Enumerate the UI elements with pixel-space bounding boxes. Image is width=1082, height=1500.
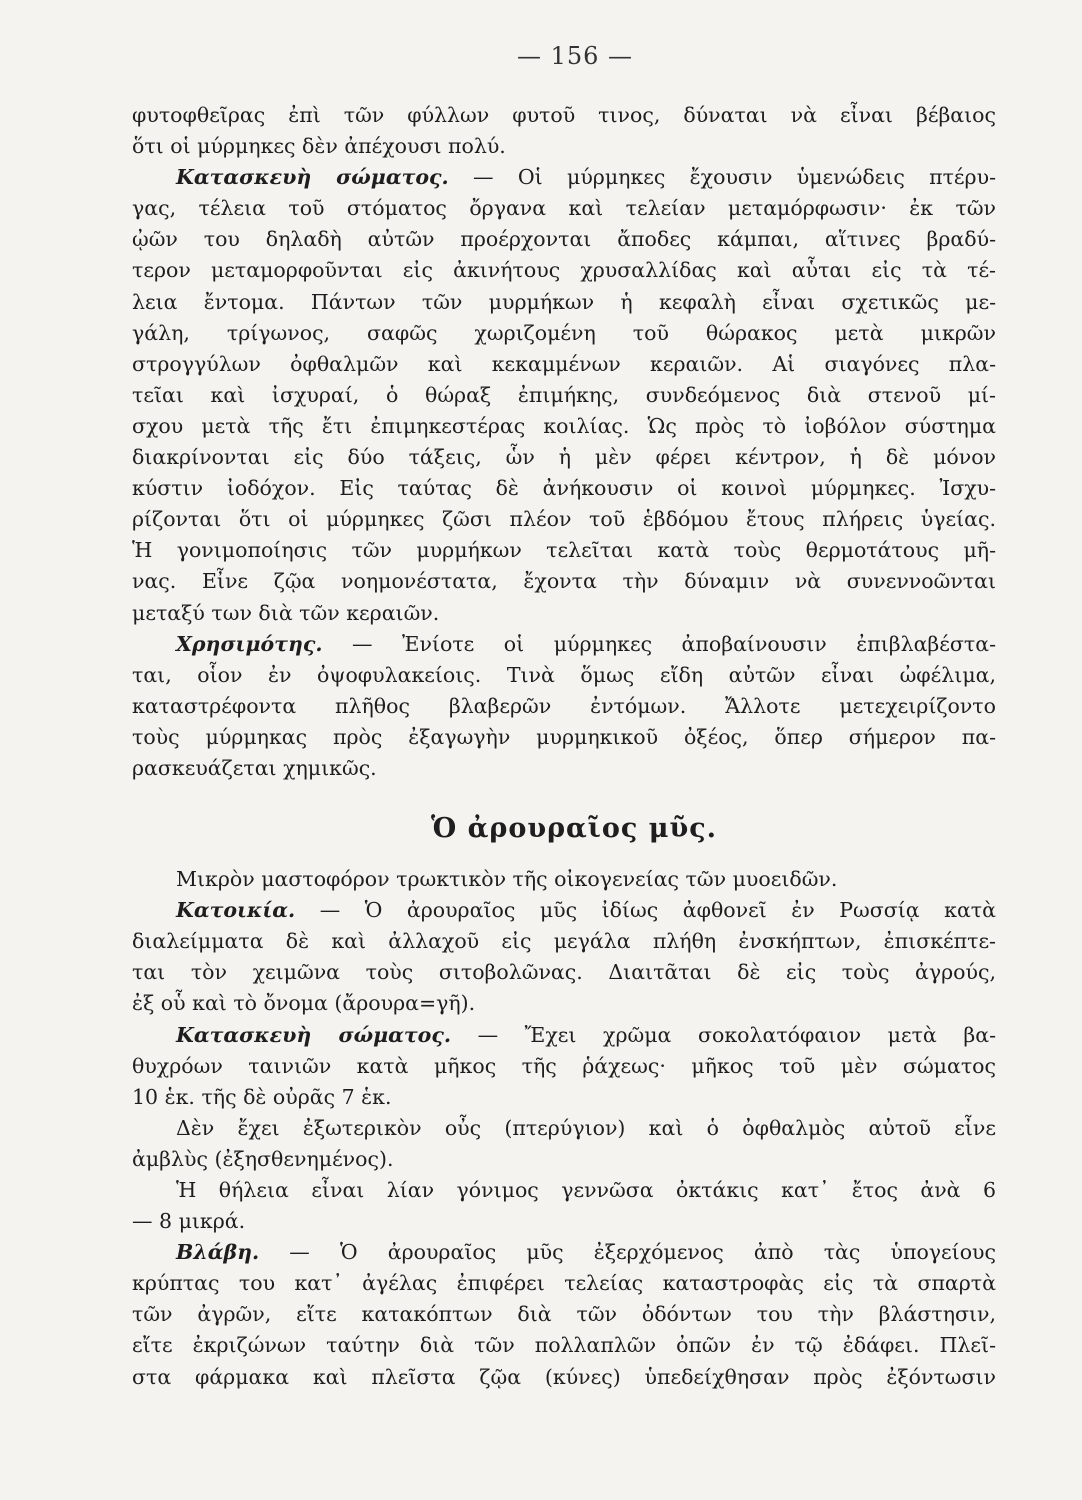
text-line: τοὺς μύρμηκας πρὸς ἐξαγωγὴν μυρμηκικοῦ ὀξέος, ὅπερ σήμερον πα- xyxy=(132,724,996,749)
text-line: κρύπτας του κατ᾽ ἀγέλας ἐπιφέρει τελείας καταστροφὰς εἰς τὰ σπαρτὰ xyxy=(132,1271,996,1296)
subheading-body-structure: Κατασκευὴ σώματος. xyxy=(176,1022,451,1047)
text-line: κύστιν ἰοδόχον. Εἰς ταύτας δὲ ἀνήκουσιν οἱ κοινοὶ μύρμηκες. Ἰσχυ- xyxy=(132,476,996,501)
text-line: διαλείμματα δὲ καὶ ἀλλαχοῦ εἰς μεγάλα πλήθη ἐνσκήπτων, ἐπισκέπτε- xyxy=(132,929,996,954)
text-line: ἐξ οὗ καὶ τὸ ὄνομα (ἄρουρα=γῆ). xyxy=(132,991,476,1016)
text-line: εἴτε ἐκριζώνων ταύτην διὰ τῶν πολλαπλῶν ὀπῶν ἐν τῷ ἐδάφει. Πλεῖ- xyxy=(132,1333,996,1358)
text-line: ᾠῶν του δηλαδὴ αὐτῶν προέρχονται ἄποδες κάμπαι, αἵτινες βραδύ- xyxy=(132,227,996,252)
text-line: τεῖαι καὶ ἰσχυραί, ὁ θώραξ ἐπιμήκης, συνδεόμενος διὰ στενοῦ μί- xyxy=(132,382,996,407)
text-line: τῶν ἀγρῶν, εἴτε κατακόπτων διὰ τῶν ὀδόντων του τὴν βλάστησιν, xyxy=(132,1302,996,1327)
section-title: Ὁ ἀρουραῖος μῦς. xyxy=(430,813,718,845)
text-line: ὅτι οἱ μύρμηκες δὲν ἀπέχουσι πολύ. xyxy=(132,134,506,159)
subheading-construction: Κατασκευὴ σώματος. xyxy=(176,165,449,190)
text-line xyxy=(132,629,996,660)
subheading-damage: Βλάβη. xyxy=(176,1240,260,1265)
text-line xyxy=(132,895,996,926)
text-line: — 8 μικρά. xyxy=(132,1209,246,1234)
text-line: λεια ἔντομα. Πάντων τῶν μυρμήκων ἡ κεφαλὴ εἶναι σχετικῶς με- xyxy=(132,289,996,314)
text-line: φυτοφθεῖρας ἐπὶ τῶν φύλλων φυτοῦ τινος, δύναται νὰ εἶναι βέβαιος xyxy=(132,103,996,127)
text-line: θυχρόων ταινιῶν κατὰ μῆκος τῆς ῥάχεως· μῆκος τοῦ μὲν σώματος xyxy=(132,1053,996,1078)
text-line: στρογγύλων ὀφθαλμῶν καὶ κεκαμμένων κεραιῶν. Αἱ σιαγόνες πλα- xyxy=(132,351,996,376)
text-line: τερον μεταμορφοῦνται εἰς ἀκινήτους χρυσαλλίδας καὶ αὗται εἰς τὰ τέ- xyxy=(132,258,996,283)
subheading-usefulness: Χρησιμότης. xyxy=(176,631,323,656)
text-line: νας. Εἶνε ζῷα νοημονέστατα, ἔχοντα τὴν δύναμιν νὰ συνεννοῶνται xyxy=(132,569,996,594)
page-number: — 156 — xyxy=(516,42,634,70)
text-line: σχου μετὰ τῆς ἔτι ἐπιμηκεστέρας κοιλίας. Ὡς πρὸς τὸ ἰοβόλον σύστημα xyxy=(132,413,996,438)
text-line: 10 ἑκ. τῆς δὲ οὐρᾶς 7 ἑκ. xyxy=(132,1084,392,1109)
body-text xyxy=(132,100,996,1393)
text-line: καταστρέφοντα πλῆθος βλαβερῶν ἐντόμων. Ἄλλοτε μετεχειρίζοντο xyxy=(132,693,996,718)
text-line: ται, οἷον ἐν ὀψοφυλακείοις. Τινὰ ὅμως εἴδη αὐτῶν εἶναι ὠφέλιμα, xyxy=(132,662,996,687)
text-line: Ἡ θήλεια εἶναι λίαν γόνιμος γεννῶσα ὀκτάκις κατ᾽ ἔτος ἀνὰ 6 xyxy=(176,1178,996,1202)
text-line: Μικρὸν μαστοφόρον τρωκτικὸν τῆς οἰκογενείας τῶν μυοειδῶν. xyxy=(176,867,838,892)
text-line: ρασκευάζεται χημικῶς. xyxy=(132,755,377,780)
text-line: γας, τέλεια τοῦ στόματος ὄργανα καὶ τελείαν μεταμόρφωσιν· ἐκ τῶν xyxy=(132,196,996,221)
text-line xyxy=(132,1020,996,1051)
text-span: — Ἔχει χρῶμα σοκολατόφαιον μετὰ βα- xyxy=(450,1022,996,1047)
text-span: — Ὁ ἀρουραῖος μῦς ἰδίως ἀφθονεῖ ἐν Ρωσσίᾳ κατὰ xyxy=(295,898,996,923)
text-line: ρίζονται ὅτι οἱ μύρμηκες ζῶσι πλέον τοῦ ἑβδόμου ἔτους πλήρεις ὑγείας. xyxy=(132,507,996,532)
text-line: διακρίνονται εἰς δύο τάξεις, ὧν ἡ μὲν φέρει κέντρον, ἡ δὲ μόνον xyxy=(132,445,996,470)
text-line xyxy=(132,162,996,193)
text-line: γάλη, τρίγωνος, σαφῶς χωριζομένη τοῦ θώρακος μετὰ μικρῶν xyxy=(132,320,996,345)
text-line: μεταξύ των διὰ τῶν κεραιῶν. xyxy=(132,600,440,625)
text-line: ται τὸν χειμῶνα τοὺς σιτοβολῶνας. Διαιτᾶται δὲ εἰς τοὺς ἀγρούς, xyxy=(132,960,996,985)
text-line: στα φάρμακα καὶ πλεῖστα ζῷα (κύνες) ὑπεδείχθησαν πρὸς ἐξόντωσιν xyxy=(132,1364,996,1389)
text-line: Δὲν ἔχει ἐξωτερικὸν οὖς (πτερύγιον) καὶ ὁ ὀφθαλμὸς αὐτοῦ εἶνε xyxy=(176,1115,996,1140)
text-line: Ἡ γονιμοποίησις τῶν μυρμήκων τελεῖται κατὰ τοὺς θερμοτάτους μῆ- xyxy=(132,538,996,563)
subheading-habitat: Κατοικία. xyxy=(176,898,296,923)
text-line: ἀμβλὺς (ἐξησθενημένος). xyxy=(132,1146,394,1171)
text-span: — Οἱ μύρμηκες ἔχουσιν ὑμενώδεις πτέρυ- xyxy=(448,165,996,190)
text-span: — Ἐνίοτε οἱ μύρμηκες ἀποβαίνουσιν ἐπιβλαβέστα- xyxy=(322,631,996,656)
text-line xyxy=(132,1237,996,1268)
text-span: — Ὁ ἀρουραῖος μῦς ἐξερχόμενος ἀπὸ τὰς ὑπογείους xyxy=(259,1240,996,1265)
